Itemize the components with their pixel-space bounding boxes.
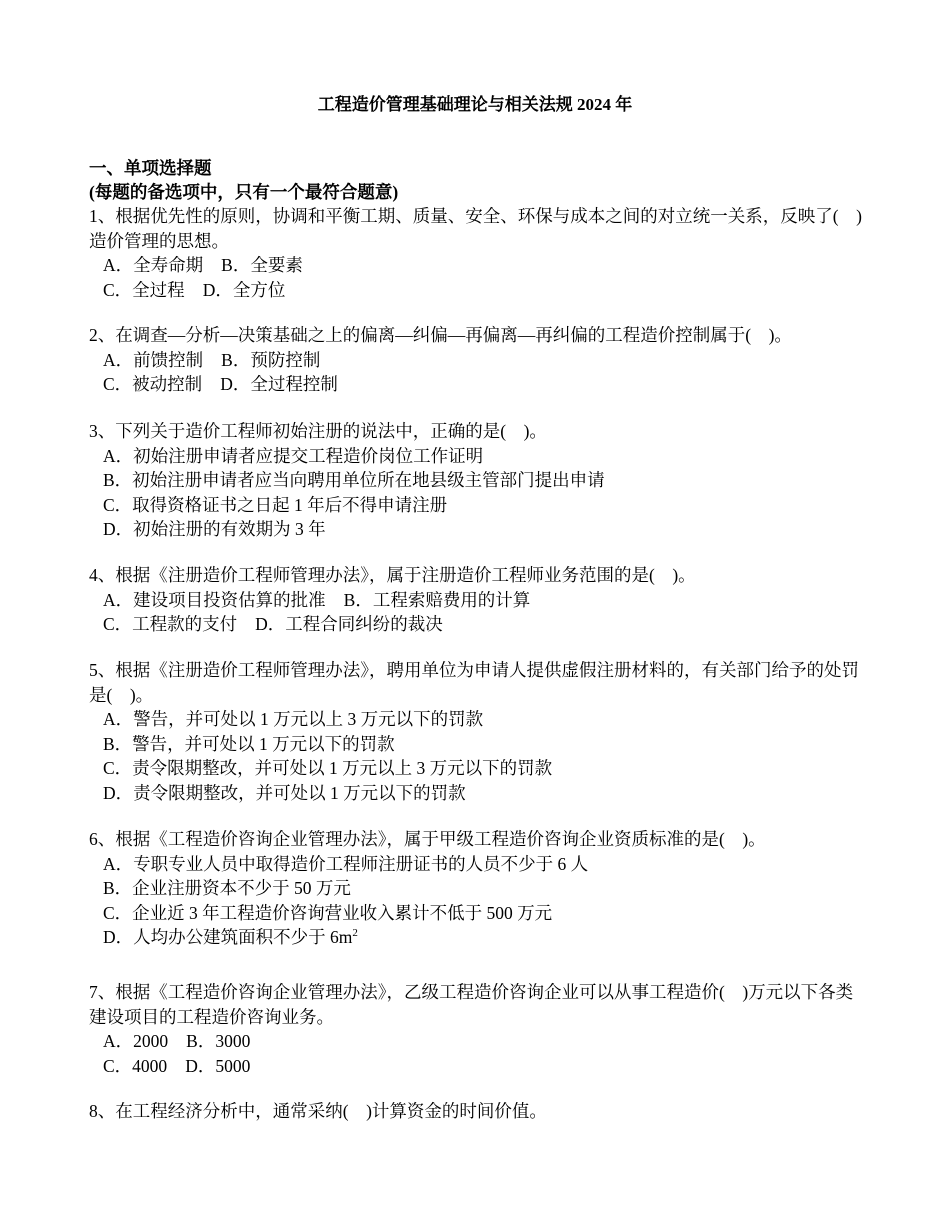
question-6 bbox=[89, 827, 867, 950]
option-row bbox=[89, 253, 867, 278]
question-stem: 8、在工程经济分析中，通常采纳( )计算资金的时间价值。 bbox=[89, 1101, 547, 1121]
option-d: D．全过程控制 bbox=[220, 374, 338, 394]
question-stem: 5、根据《注册造价工程师管理办法》，聘用单位为申请人提供虚假注册材料的，有关部门给予的处罚是( )。 bbox=[89, 660, 859, 705]
question-stem: 7、根据《工程造价咨询企业管理办法》，乙级工程造价咨询企业可以从事工程造价( )万元以下各类建设项目的工程造价咨询业务。 bbox=[89, 982, 854, 1027]
option-c: C．企业近 3 年工程造价咨询营业收入累计不低于 500 万元 bbox=[103, 902, 553, 923]
option-a: A．建设项目投资估算的批准 bbox=[103, 589, 326, 610]
option-b: B．警告，并可处以 1 万元以下的罚款 bbox=[103, 733, 395, 754]
option-b: B．全要素 bbox=[221, 255, 303, 275]
option-d: D．初始注册的有效期为 3 年 bbox=[103, 519, 326, 539]
option-d-text: D．人均办公建筑面积不少于 6m bbox=[103, 927, 353, 947]
question-1 bbox=[89, 204, 867, 302]
option-a: A．警告，并可处以 1 万元以上 3 万元以下的罚款 bbox=[103, 709, 484, 729]
option-c: C．取得资格证书之日起 1 年后不得申请注册 bbox=[103, 494, 448, 515]
question-2 bbox=[89, 323, 867, 397]
question-3 bbox=[89, 419, 867, 542]
option-row bbox=[89, 278, 867, 303]
option-c: C．责令限期整改，并可处以 1 万元以上 3 万元以下的罚款 bbox=[103, 758, 553, 778]
option-a: A．全寿命期 bbox=[103, 255, 204, 275]
option-b: B．预防控制 bbox=[221, 349, 321, 370]
option-a: A．初始注册申请者应提交工程造价岗位工作证明 bbox=[103, 445, 484, 466]
option-b: B．企业注册资本不少于 50 万元 bbox=[103, 878, 351, 898]
option-a: A．前馈控制 bbox=[103, 349, 204, 370]
question-8 bbox=[89, 1099, 867, 1124]
option-row bbox=[89, 348, 867, 373]
document-title: 工程造价管理基础理论与相关法规 2024 年 bbox=[317, 95, 633, 114]
option-d: D．5000 bbox=[185, 1055, 251, 1076]
question-stem: 1、根据优先性的原则，协调和平衡工期、质量、安全、环保与成本之间的对立统一关系，反映了( )造价管理的思想。 bbox=[89, 206, 862, 251]
question-7 bbox=[89, 980, 867, 1078]
section-note: (每题的备选项中，只有一个最符合题意) bbox=[89, 182, 399, 202]
option-c: C．全过程 bbox=[103, 279, 185, 300]
option-d: D．全方位 bbox=[202, 279, 286, 300]
option-row bbox=[89, 372, 867, 397]
option-c: C．4000 bbox=[103, 1055, 168, 1076]
question-4 bbox=[89, 563, 867, 637]
superscript-2: 2 bbox=[352, 927, 358, 940]
option-row bbox=[89, 612, 867, 637]
option-row bbox=[89, 588, 867, 613]
option-a: A．2000 bbox=[103, 1031, 169, 1051]
option-c: C．被动控制 bbox=[103, 374, 203, 394]
option-c: C．工程款的支付 bbox=[103, 614, 238, 634]
question-5 bbox=[89, 658, 867, 805]
option-a: A．专职专业人员中取得造价工程师注册证书的人员不少于 6 人 bbox=[103, 853, 589, 874]
option-d: D．责令限期整改，并可处以 1 万元以下的罚款 bbox=[103, 782, 466, 803]
option-b: B．工程索赔费用的计算 bbox=[343, 589, 531, 610]
option-d: D．工程合同纠纷的裁决 bbox=[255, 614, 443, 634]
option-row bbox=[89, 1054, 867, 1079]
option-b: B．3000 bbox=[186, 1031, 251, 1051]
option-d bbox=[89, 925, 867, 950]
option-row bbox=[89, 1029, 867, 1054]
section-heading: 一、单项选择题 bbox=[89, 158, 212, 178]
question-stem: 3、下列关于造价工程师初始注册的说法中，正确的是( )。 bbox=[89, 421, 547, 441]
option-b: B．初始注册申请者应当向聘用单位所在地县级主管部门提出申请 bbox=[103, 470, 605, 490]
question-stem: 4、根据《注册造价工程师管理办法》，属于注册造价工程师业务范围的是( )。 bbox=[89, 565, 696, 585]
question-stem: 6、根据《工程造价咨询企业管理办法》，属于甲级工程造价咨询企业资质标准的是( )。 bbox=[89, 829, 766, 849]
question-stem: 2、在调查—分析—决策基础之上的偏离—纠偏—再偏离—再纠偏的工程造价控制属于( )。 bbox=[89, 325, 792, 345]
